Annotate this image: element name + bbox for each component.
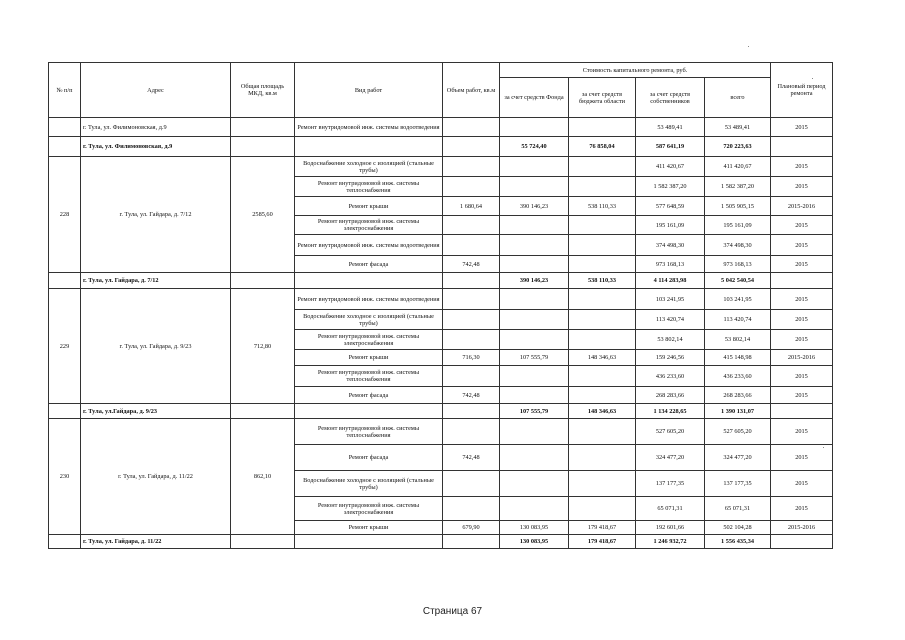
scan-speck (748, 46, 749, 47)
total-cell: 374 498,30 (705, 235, 771, 256)
address-cell: г. Тула, ул. Гайдара, д. 11/22 (81, 419, 231, 535)
address-cell: г. Тула, ул. Гайдара, д. 9/23 (81, 289, 231, 404)
owners-cell: 53 802,14 (636, 330, 705, 350)
total-cell: 415 148,98 (705, 350, 771, 366)
period-cell: 2015 (771, 235, 833, 256)
total-cell: 1 556 435,34 (705, 535, 771, 549)
total-cell: 324 477,20 (705, 445, 771, 471)
work-cell: Ремонт внутридомовой инж. системы теплоснабжения (295, 366, 443, 387)
volume-cell: 716,30 (443, 350, 500, 366)
work-cell: Ремонт внутридомовой инж. системы водоотведения (295, 118, 443, 137)
budget-cell: 148 346,63 (569, 350, 636, 366)
fund-cell: 107 555,79 (500, 404, 569, 419)
period-cell: 2015 (771, 445, 833, 471)
period-cell: 2015 (771, 330, 833, 350)
total-cell: 65 071,31 (705, 497, 771, 521)
total-cell: 103 241,95 (705, 289, 771, 310)
volume-cell: 742,48 (443, 445, 500, 471)
fund-cell: 390 146,23 (500, 197, 569, 216)
area-cell: 2585,60 (231, 157, 295, 273)
work-cell: Ремонт внутридомовой инж. системы электроснабжения (295, 216, 443, 235)
work-cell: Водоснабжение холодное с изоляцией (стальные трубы) (295, 471, 443, 497)
owners-cell: 577 648,59 (636, 197, 705, 216)
owners-cell: 1 134 228,65 (636, 404, 705, 419)
address-cell: г. Тула, ул. Филимоновская, д.9 (81, 118, 231, 137)
owners-cell: 159 246,56 (636, 350, 705, 366)
total-cell: 527 605,20 (705, 419, 771, 445)
row-number: 230 (49, 419, 81, 535)
work-cell: Ремонт крыши (295, 521, 443, 535)
fund-cell: 390 146,23 (500, 273, 569, 289)
work-cell: Водоснабжение холодное с изоляцией (стальные трубы) (295, 310, 443, 330)
period-cell: 2015 (771, 419, 833, 445)
work-cell: Ремонт внутридомовой инж. системы электроснабжения (295, 330, 443, 350)
volume-cell: 742,48 (443, 387, 500, 404)
period-cell: 2015-2016 (771, 350, 833, 366)
subtotal-row (49, 404, 833, 419)
col-volume-header: Объем работ, кв.м (443, 63, 500, 118)
owners-cell: 324 477,20 (636, 445, 705, 471)
col-address-header: Адрес (81, 63, 231, 118)
row-number: 229 (49, 289, 81, 404)
period-cell: 2015 (771, 366, 833, 387)
owners-cell: 113 420,74 (636, 310, 705, 330)
total-cell: 53 802,14 (705, 330, 771, 350)
budget-cell: 179 418,67 (569, 521, 636, 535)
period-cell: 2015 (771, 387, 833, 404)
owners-cell: 4 114 283,98 (636, 273, 705, 289)
period-cell: 2015 (771, 157, 833, 177)
col-period-header: Плановый период ремонта (771, 63, 833, 118)
col-area-header: Общая площадь МКД, кв.м (231, 63, 295, 118)
period-cell: 2015-2016 (771, 197, 833, 216)
col-total-header: всего (705, 78, 771, 118)
work-cell: Ремонт внутридомовой инж. системы электроснабжения (295, 497, 443, 521)
work-cell: Водоснабжение холодное с изоляцией (стальные трубы) (295, 157, 443, 177)
table-row (49, 157, 833, 177)
address-cell: г. Тула, ул. Гайдара, д. 7/12 (81, 273, 231, 289)
address-cell: г. Тула, ул.Гайдара, д. 9/23 (81, 404, 231, 419)
period-cell: 2015 (771, 256, 833, 273)
work-cell: Ремонт фасада (295, 445, 443, 471)
total-cell: 113 420,74 (705, 310, 771, 330)
period-cell: 2015 (771, 216, 833, 235)
scan-speck (823, 447, 824, 448)
volume-cell: 679,90 (443, 521, 500, 535)
table-row (49, 118, 833, 137)
subtotal-row (49, 535, 833, 549)
col-owners-header: за счет средств собственников (636, 78, 705, 118)
work-cell: Ремонт внутридомовой инж. системы водоотведения (295, 235, 443, 256)
period-cell: 2015 (771, 471, 833, 497)
period-cell: 2015 (771, 118, 833, 137)
total-cell: 411 420,67 (705, 157, 771, 177)
address-cell: г. Тула, ул. Гайдара, д. 11/22 (81, 535, 231, 549)
area-cell: 712,80 (231, 289, 295, 404)
total-cell: 1 582 387,20 (705, 177, 771, 197)
col-no-header: № п/п (49, 63, 81, 118)
period-cell: 2015 (771, 310, 833, 330)
owners-cell: 268 283,66 (636, 387, 705, 404)
subtotal-row (49, 273, 833, 289)
total-cell: 195 161,09 (705, 216, 771, 235)
volume-cell: 1 680,64 (443, 197, 500, 216)
period-cell: 2015 (771, 177, 833, 197)
row-number: 228 (49, 157, 81, 273)
owners-cell: 103 241,95 (636, 289, 705, 310)
total-cell: 1 390 131,07 (705, 404, 771, 419)
address-cell: г. Тула, ул. Гайдара, д. 7/12 (81, 157, 231, 273)
total-cell: 1 505 905,15 (705, 197, 771, 216)
fund-cell: 55 724,40 (500, 137, 569, 157)
owners-cell: 1 582 387,20 (636, 177, 705, 197)
owners-cell: 192 601,66 (636, 521, 705, 535)
budget-cell: 538 110,33 (569, 273, 636, 289)
work-cell: Ремонт внутридомовой инж. системы теплоснабжения (295, 177, 443, 197)
owners-cell: 1 246 932,72 (636, 535, 705, 549)
owners-cell: 137 177,35 (636, 471, 705, 497)
period-cell: 2015-2016 (771, 521, 833, 535)
work-cell: Ремонт внутридомовой инж. системы теплоснабжения (295, 419, 443, 445)
total-cell: 720 223,63 (705, 137, 771, 157)
total-cell: 268 283,66 (705, 387, 771, 404)
fund-cell: 130 083,95 (500, 535, 569, 549)
owners-cell: 436 233,60 (636, 366, 705, 387)
page-number: Страница 67 (422, 606, 483, 617)
cost-group-header: Стоимость капитального ремонта, руб. (500, 63, 771, 78)
address-cell: г. Тула, ул. Филимоновская, д.9 (81, 137, 231, 157)
subtotal-row (49, 137, 833, 157)
owners-cell: 587 641,19 (636, 137, 705, 157)
col-budget-header: за счет средств бюджета области (569, 78, 636, 118)
scan-speck (812, 78, 813, 79)
owners-cell: 65 071,31 (636, 497, 705, 521)
budget-cell: 76 858,04 (569, 137, 636, 157)
col-work-header: Вид работ (295, 63, 443, 118)
budget-cell: 179 418,67 (569, 535, 636, 549)
volume-cell: 742,48 (443, 256, 500, 273)
work-cell: Ремонт крыши (295, 197, 443, 216)
owners-cell: 195 161,09 (636, 216, 705, 235)
owners-cell: 53 489,41 (636, 118, 705, 137)
total-cell: 137 177,35 (705, 471, 771, 497)
total-cell: 502 104,28 (705, 521, 771, 535)
owners-cell: 527 605,20 (636, 419, 705, 445)
work-cell: Ремонт фасада (295, 387, 443, 404)
owners-cell: 973 168,13 (636, 256, 705, 273)
total-cell: 53 489,41 (705, 118, 771, 137)
budget-cell: 538 110,33 (569, 197, 636, 216)
table-row (49, 289, 833, 310)
fund-cell: 130 083,95 (500, 521, 569, 535)
table-row (49, 419, 833, 445)
work-cell: Ремонт крыши (295, 350, 443, 366)
period-cell: 2015 (771, 289, 833, 310)
owners-cell: 411 420,67 (636, 157, 705, 177)
total-cell: 973 168,13 (705, 256, 771, 273)
total-cell: 5 042 540,54 (705, 273, 771, 289)
work-cell: Ремонт фасада (295, 256, 443, 273)
owners-cell: 374 498,30 (636, 235, 705, 256)
area-cell: 862,10 (231, 419, 295, 535)
total-cell: 436 233,60 (705, 366, 771, 387)
capital-repair-table (48, 62, 833, 549)
fund-cell: 107 555,79 (500, 350, 569, 366)
col-fund-header: за счет средств Фонда (500, 78, 569, 118)
period-cell: 2015 (771, 497, 833, 521)
work-cell: Ремонт внутридомовой инж. системы водоотведения (295, 289, 443, 310)
budget-cell: 148 346,63 (569, 404, 636, 419)
